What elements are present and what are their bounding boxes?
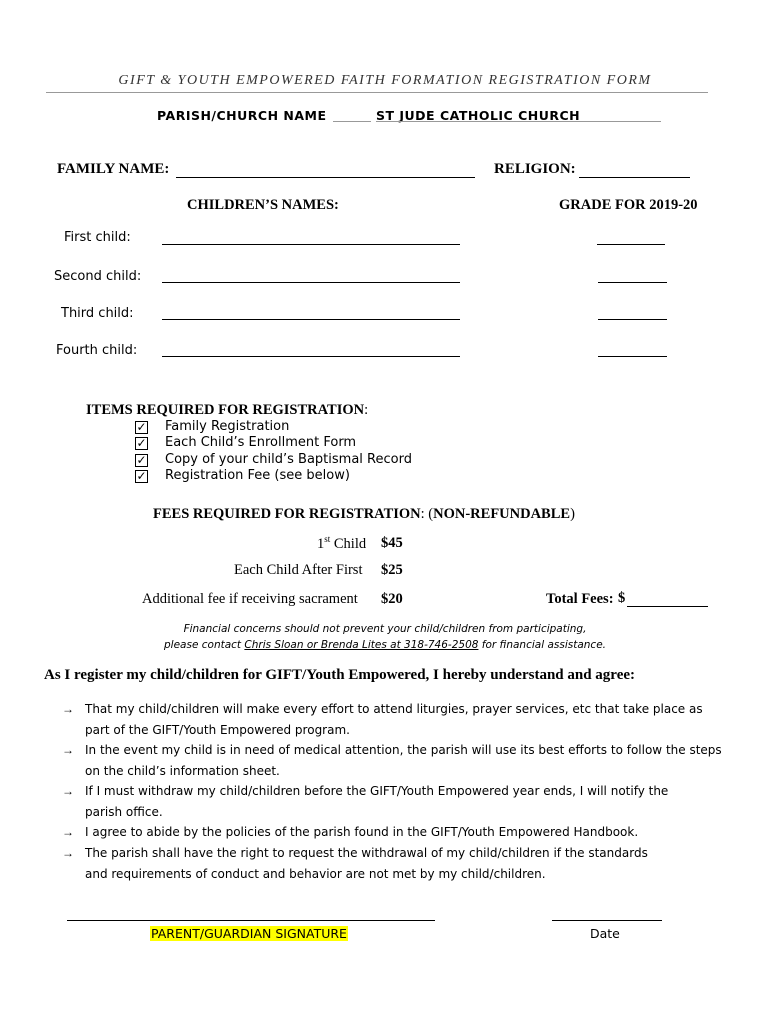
sacrament-fee-amount: $20: [381, 591, 403, 607]
sacrament-fee-label: Additional fee if receiving sacrament: [142, 591, 358, 607]
form-title: GIFT & YOUTH EMPOWERED FAITH FORMATION REGISTRATION FORM: [118, 73, 652, 88]
first-child-fee-amount: $45: [381, 535, 403, 551]
total-fees-label: Total Fees:: [546, 591, 614, 607]
agreement-text: If I must withdraw my child/children before the GIFT/Youth Empowered year ends, I will notify the parish office.: [85, 784, 669, 819]
child-label-2: Second child:: [54, 269, 142, 284]
financial-note-suffix: for financial assistance.: [478, 639, 606, 651]
date-label: Date: [590, 926, 620, 941]
checkbox-checked-icon[interactable]: [135, 454, 148, 467]
signature-field[interactable]: [67, 920, 435, 921]
first-child-fee-label: [317, 534, 366, 553]
checklist-label: Each Child’s Enrollment Form: [165, 435, 357, 450]
checkbox-checked-icon[interactable]: [135, 437, 148, 450]
children-names-header: CHILDREN’S NAMES:: [187, 197, 339, 213]
arrow-right-icon: →: [62, 825, 74, 839]
items-required-title: ITEMS REQUIRED FOR REGISTRATION: [86, 402, 365, 418]
items-required-header: [86, 402, 368, 419]
parish-value-line: [376, 121, 661, 122]
child-name-field-3[interactable]: [162, 319, 460, 320]
checklist-label: Copy of your child’s Baptismal Record: [165, 452, 412, 467]
check-mark-icon: ✓: [136, 469, 147, 483]
check-mark-icon: ✓: [136, 420, 147, 434]
checklist-label: Registration Fee (see below): [165, 468, 350, 483]
total-fees-field[interactable]: [627, 606, 708, 607]
non-refundable-label: NON-REFUNDABLE: [433, 506, 571, 522]
first-child-suffix: Child: [330, 535, 367, 552]
arrow-right-icon: →: [62, 702, 74, 716]
financial-note-line1: Financial concerns should not prevent your child/children from participating,: [183, 623, 587, 635]
arrow-right-icon: →: [62, 846, 74, 860]
first-child-prefix: 1: [317, 535, 325, 552]
signature-label: PARENT/GUARDIAN SIGNATURE: [151, 926, 347, 941]
child-label-3: Third child:: [61, 306, 134, 321]
check-mark-icon: ✓: [136, 436, 147, 450]
each-child-fee-label: Each Child After First: [234, 562, 363, 578]
agreement-header: As I register my child/children for GIFT/Youth Empowered, I hereby understand and agree:: [44, 667, 636, 683]
fees-title: FEES REQUIRED FOR REGISTRATION: [153, 506, 421, 522]
child-grade-field-4[interactable]: [598, 356, 667, 357]
financial-note-line2: [0, 639, 770, 651]
child-name-field-4[interactable]: [162, 356, 460, 357]
financial-note-prefix: please contact: [164, 639, 245, 651]
fees-close: ): [570, 506, 575, 522]
religion-label: RELIGION:: [494, 161, 576, 177]
religion-field[interactable]: [579, 177, 690, 178]
agreement-text: In the event my child is in need of medical attention, the parish will use its best efforts to follow the steps on the child’s information sheet.: [85, 743, 722, 778]
child-grade-field-1[interactable]: [597, 244, 665, 245]
child-label-4: Fourth child:: [56, 343, 138, 358]
date-field[interactable]: [552, 920, 662, 921]
family-name-label: FAMILY NAME:: [57, 161, 170, 177]
agreement-text: The parish shall have the right to request the withdrawal of my child/children if the standards and requirements of conduct and behavior are not met by my child/children.: [85, 846, 648, 881]
parish-label-line: [333, 121, 371, 122]
financial-contact: Chris Sloan or Brenda Lites at 318-746-2508: [244, 639, 479, 651]
child-name-field-1[interactable]: [162, 244, 460, 245]
arrow-right-icon: →: [62, 784, 74, 798]
checkbox-checked-icon[interactable]: [135, 470, 148, 483]
parish-label: PARISH/CHURCH NAME: [157, 108, 327, 123]
items-required-colon: :: [364, 402, 369, 418]
agreement-text: That my child/children will make every effort to attend liturgies, prayer services, etc that take place as part of the GIFT/Youth Empowered program.: [85, 702, 703, 737]
first-child-sup: st: [324, 534, 331, 544]
child-grade-field-2[interactable]: [598, 282, 667, 283]
checklist-label: Family Registration: [165, 419, 290, 434]
check-mark-icon: ✓: [136, 453, 147, 467]
fees-header: [153, 506, 575, 523]
each-child-fee-amount: $25: [381, 562, 403, 578]
grade-header: GRADE FOR 2019-20: [559, 197, 698, 213]
child-name-field-2[interactable]: [162, 282, 460, 283]
arrow-right-icon: →: [62, 743, 74, 757]
child-grade-field-3[interactable]: [598, 319, 667, 320]
agreement-text: I agree to abide by the policies of the parish found in the GIFT/Youth Empowered Handbook.: [85, 825, 639, 839]
total-fees-symbol: $: [618, 590, 626, 606]
parish-value[interactable]: ST JUDE CATHOLIC CHURCH: [376, 108, 581, 123]
child-label-1: First child:: [64, 230, 131, 245]
fees-open: : (: [420, 506, 434, 522]
family-name-field[interactable]: [176, 177, 475, 178]
title-rule: [46, 92, 708, 93]
checkbox-checked-icon[interactable]: [135, 421, 148, 434]
